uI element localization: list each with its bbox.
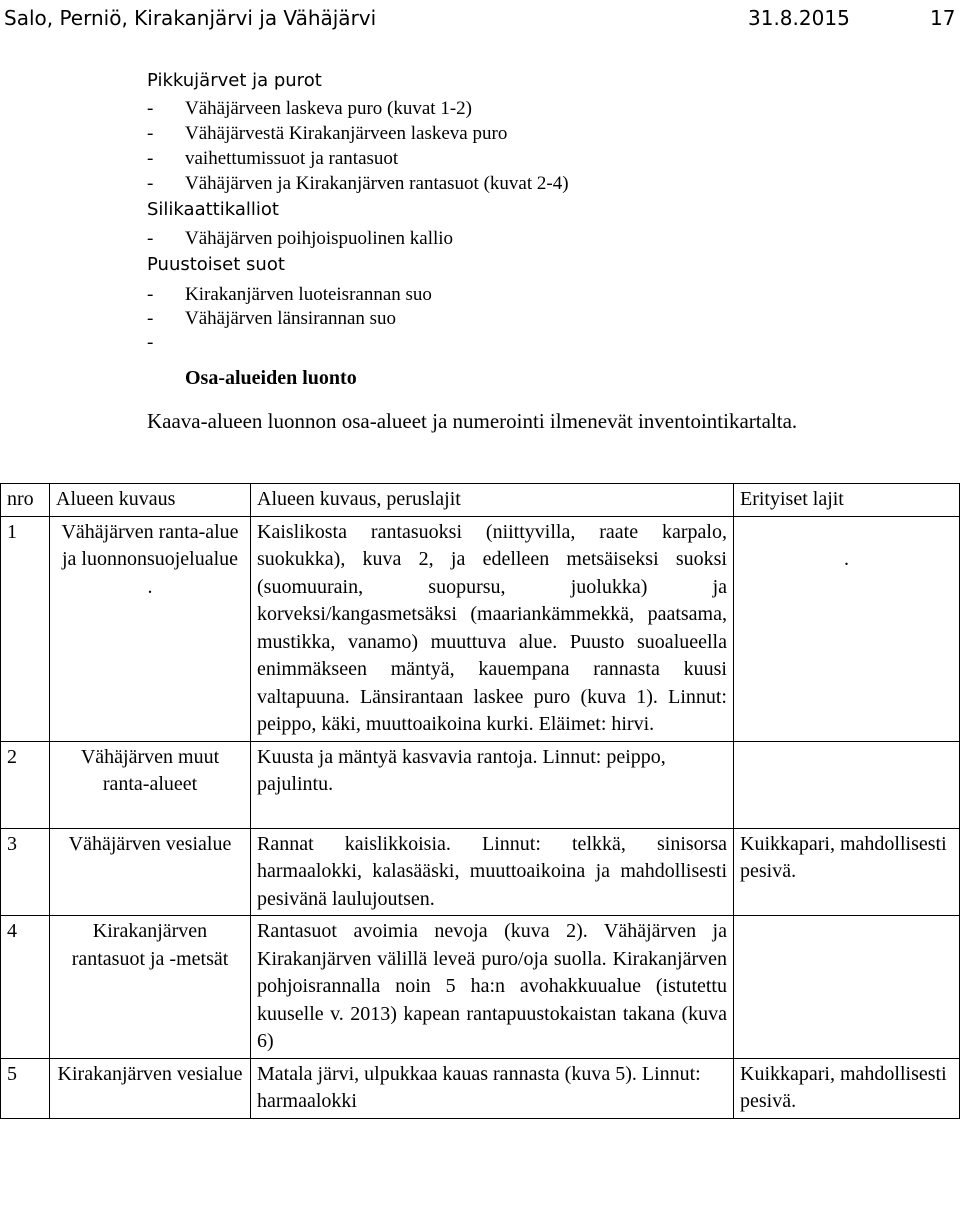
intro-paragraph: Kaava-alueen luonnon osa-alueet ja numerointi ilmenevät inventointikartalta. — [147, 409, 798, 433]
subheading: Osa-alueiden luonto — [185, 367, 357, 389]
page-number: 17 — [930, 6, 956, 30]
table-row — [1, 741, 960, 828]
header-special: Erityiset lajit — [734, 484, 960, 517]
section-title: Puustoiset suot — [147, 254, 285, 275]
row-nro: 4 — [1, 916, 50, 1059]
row-description: Rannat kaislikkoisia. Linnut: telkkä, sinisorsa harmaalokki, kalasääski, muuttoaikoina ja mahdollisesti pesivänä laulujoutsen. — [251, 828, 734, 916]
row-nro: 3 — [1, 828, 50, 916]
header-date: 31.8.2015 — [748, 6, 850, 30]
table-row — [1, 1058, 960, 1118]
row-area: Vähäjärven vesialue — [50, 828, 251, 916]
row-nro: 1 — [1, 516, 50, 741]
row-area: Vähäjärven ranta-alue ja luonnonsuojelualue . — [50, 516, 251, 741]
row-special — [734, 741, 960, 828]
header-nro: nro — [1, 484, 50, 517]
section-title: Silikaattikalliot — [147, 199, 279, 220]
row-special — [734, 916, 960, 1059]
row-area: Kirakanjärven vesialue — [50, 1058, 251, 1118]
row-nro: 2 — [1, 741, 50, 828]
table-header-row — [1, 484, 960, 517]
table-row — [1, 916, 960, 1059]
row-description: Rantasuot avoimia nevoja (kuva 2). Vähäjärven ja Kirakanjärven välillä leveä puro/oja suolla. Kirakanjärven pohjoisrannalla noin 5 ha:n avohakkuualue (istutettu kuuselle v. 2013) kapean rantapuustokaistan takana (kuva 6) — [251, 916, 734, 1059]
row-description: Matala järvi, ulpukkaa kauas rannasta (kuva 5). Linnut: harmaalokki — [251, 1058, 734, 1118]
row-special: Kuikkapari, mahdollisesti pesivä. — [734, 1058, 960, 1118]
row-description: Kaislikosta rantasuoksi (niittyvilla, raate karpalo, suokukka), kuva 2, ja edelleen metsäiseksi suoksi (suomuurain, suopursu, juolukka) ja korveksi/kangasmetsäksi (maariankämmekkä, paatsama, mustikka, vanamo) muuttuva alue. Puusto suoalueella enimmäkseen mäntyä, kauempana rannasta kuusi valtapuuna. Länsirantaan laskee puro (kuva 1). Linnut: peippo, käki, muuttoaikoina kurki. Eläimet: hirvi. — [251, 516, 734, 741]
row-nro: 5 — [1, 1058, 50, 1118]
table-row — [1, 828, 960, 916]
row-area: Kirakanjärven rantasuot ja -metsät — [50, 916, 251, 1059]
row-special: Kuikkapari, mahdollisesti pesivä. — [734, 828, 960, 916]
header-area: Alueen kuvaus — [50, 484, 251, 517]
row-description: Kuusta ja mäntyä kasvavia rantoja. Linnut: peippo, pajulintu. — [251, 741, 734, 828]
section-title: Pikkujärvet ja purot — [147, 70, 322, 91]
header-title: Salo, Perniö, Kirakanjärvi ja Vähäjärvi — [4, 6, 377, 30]
table-row — [1, 516, 960, 741]
nature-areas-table — [0, 483, 960, 1119]
row-area: Vähäjärven muut ranta-alueet — [50, 741, 251, 828]
header-description: Alueen kuvaus, peruslajit — [251, 484, 734, 517]
page-header — [0, 0, 960, 40]
row-special: . — [734, 516, 960, 741]
